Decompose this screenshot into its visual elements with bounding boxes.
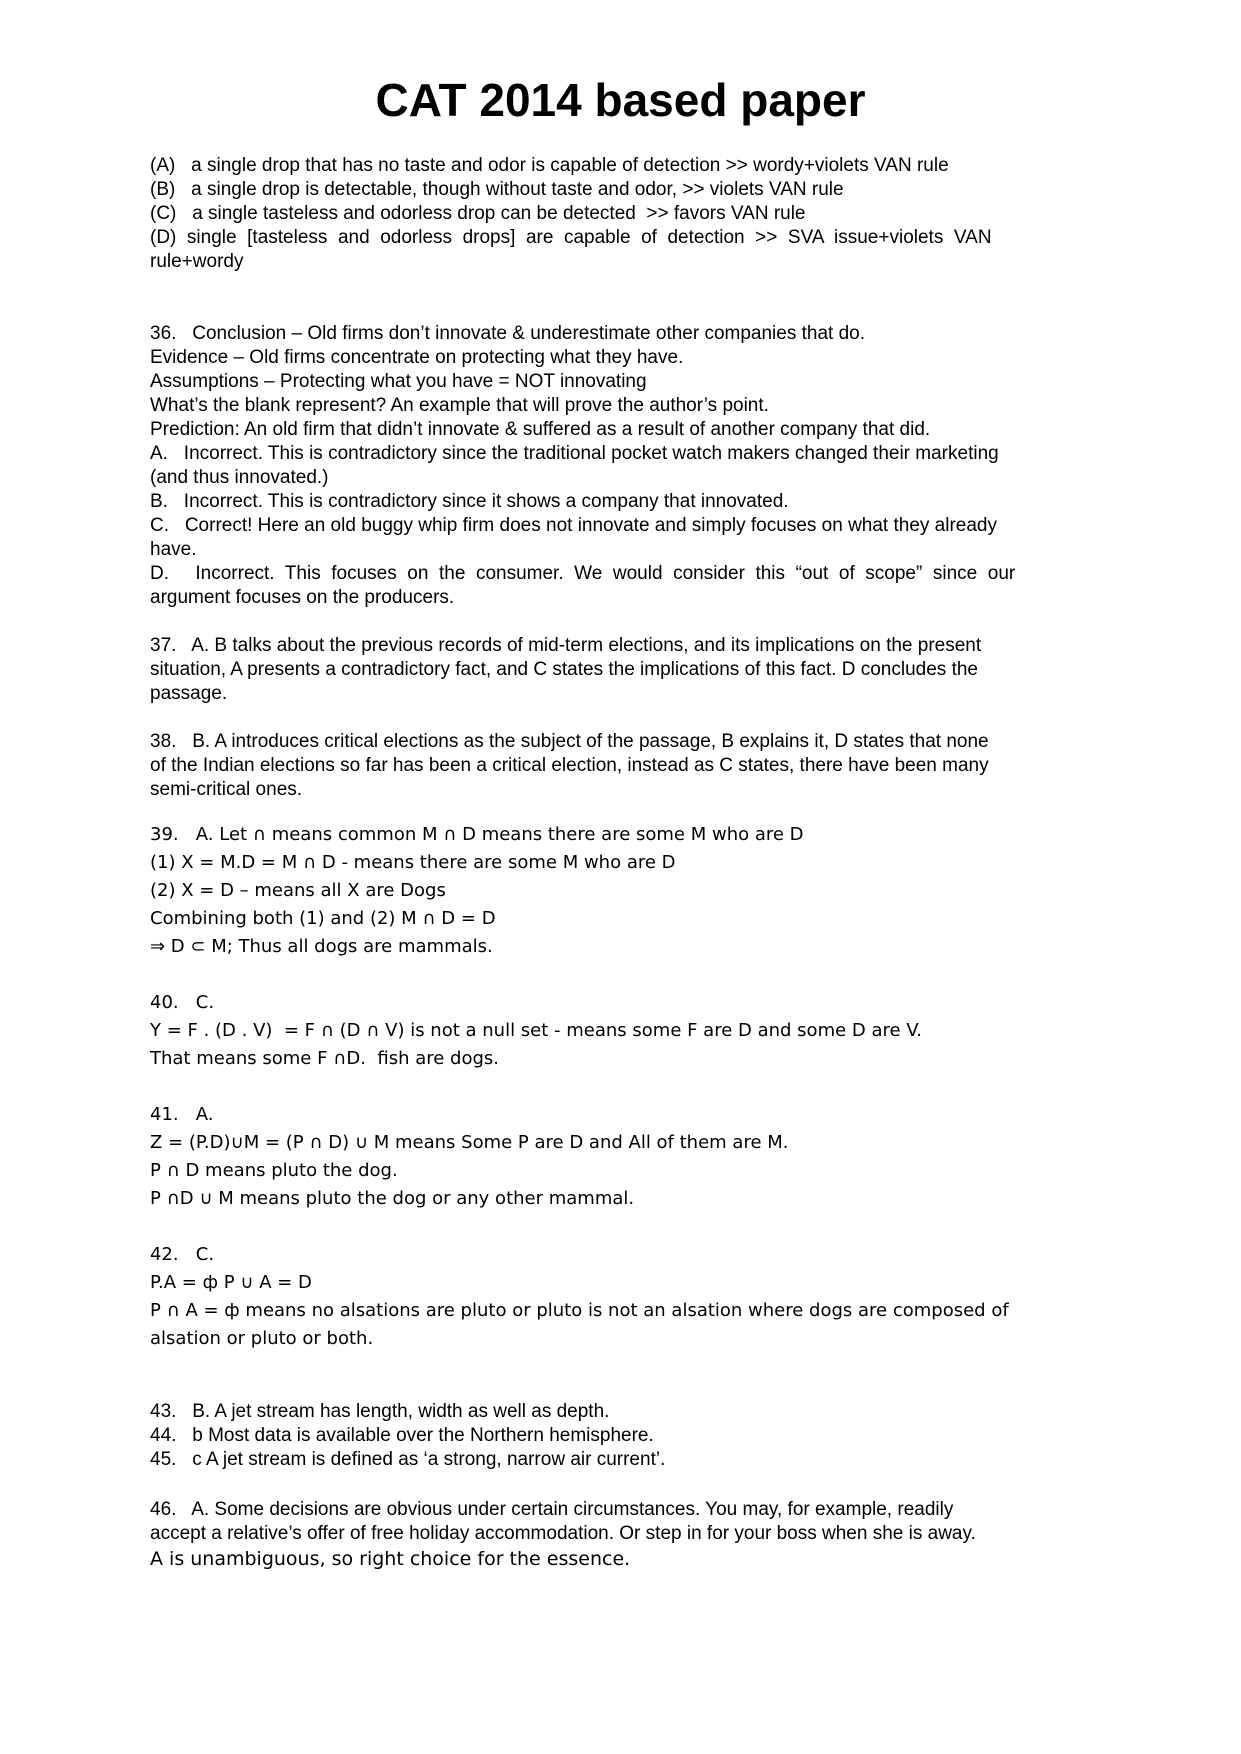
question-37 xyxy=(150,634,1090,706)
question-41 xyxy=(150,1101,1090,1213)
q41-line3: P ∩ D means pluto the dog. xyxy=(150,1160,398,1181)
q46-line3: A is unambiguous, so right choice for the essence. xyxy=(150,1548,631,1570)
q40-line3: That means some F ∩D. fish are dogs. xyxy=(150,1048,499,1069)
questions-43-45 xyxy=(150,1400,1090,1472)
q40-line2: Y = F . (D . V) = F ∩ (D ∩ V) is not a null set - means some F are D and some D are V. xyxy=(150,1020,923,1041)
q38-line2: of the Indian elections so far has been a critical election, instead as C states, there have been many xyxy=(150,755,989,776)
q39-line4: Combining both (1) and (2) M ∩ D = D xyxy=(150,908,496,929)
q39-line2: (1) X = M.D = M ∩ D - means there are some M who are D xyxy=(150,852,676,873)
q41-line1: 41. A. xyxy=(150,1104,214,1125)
option-c: (C) a single tasteless and odorless drop can be detected >> favors VAN rule xyxy=(150,203,806,224)
q36-answer-a-line1: A. Incorrect. This is contradictory since the traditional pocket watch makers changed their marketing xyxy=(150,443,999,464)
q36-prediction: Prediction: An old firm that didn’t innovate & suffered as a result of another company that did. xyxy=(150,419,931,440)
q36-conclusion: 36. Conclusion – Old firms don’t innovate & underestimate other companies that do. xyxy=(150,323,866,344)
q45: 45. c A jet stream is defined as ‘a strong, narrow air current’. xyxy=(150,1449,666,1470)
q37-line2: situation, A presents a contradictory fact, and C states the implications of this fact. D concludes the xyxy=(150,659,978,680)
q37-line1: 37. A. B talks about the previous records of mid-term elections, and its implications on the present xyxy=(150,635,982,656)
q36-answer-a-line2: (and thus innovated.) xyxy=(150,467,329,488)
q36-answer-d-line2: argument focuses on the producers. xyxy=(150,587,455,608)
q36-blank: What’s the blank represent? An example that will prove the author’s point. xyxy=(150,395,769,416)
q41-line4: P ∩D ∪ M means pluto the dog or any other mammal. xyxy=(150,1188,635,1209)
q39-line3: (2) X = D – means all X are Dogs xyxy=(150,880,446,901)
q40-line1: 40. C. xyxy=(150,992,215,1013)
q36-answer-d-line1: D. Incorrect. This focuses on the consumer. We would consider this “out of scope” since our xyxy=(150,563,1016,584)
q38-line1: 38. B. A introduces critical elections as the subject of the passage, B explains it, D states that none xyxy=(150,731,989,752)
q36-assumptions: Assumptions – Protecting what you have = NOT innovating xyxy=(150,371,647,392)
option-d-line2: rule+wordy xyxy=(150,251,244,272)
q39-line5: ⇒ D ⊂ M; Thus all dogs are mammals. xyxy=(150,936,493,957)
question-46 xyxy=(150,1498,1090,1572)
q43: 43. B. A jet stream has length, width as well as depth. xyxy=(150,1401,610,1422)
q42-line1: 42. C. xyxy=(150,1244,215,1265)
question-39 xyxy=(150,821,1090,961)
q36-answer-c-line2: have. xyxy=(150,539,197,560)
answer-options xyxy=(150,154,1090,274)
q46-line2: accept a relative’s offer of free holiday accommodation. Or step in for your boss when she is away. xyxy=(150,1523,976,1544)
question-38 xyxy=(150,730,1090,802)
q39-line1: 39. A. Let ∩ means common M ∩ D means there are some M who are D xyxy=(150,824,804,845)
q42-line3: P ∩ A = ф means no alsations are pluto or pluto is not an alsation where dogs are composed of xyxy=(150,1300,1009,1321)
option-b: (B) a single drop is detectable, though without taste and odor, >> violets VAN rule xyxy=(150,179,844,200)
q41-line2: Z = (P.D)∪M = (P ∩ D) ∪ M means Some P are D and All of them are M. xyxy=(150,1132,789,1153)
question-42 xyxy=(150,1241,1090,1353)
question-40 xyxy=(150,989,1090,1073)
option-a: (A) a single drop that has no taste and odor is capable of detection >> wordy+violets VAN rule xyxy=(150,155,949,176)
q36-answer-c-line1: C. Correct! Here an old buggy whip firm does not innovate and simply focuses on what they already xyxy=(150,515,997,536)
q44: 44. b Most data is available over the Northern hemisphere. xyxy=(150,1425,654,1446)
question-36 xyxy=(150,322,1090,610)
q42-line2: P.A = ф P ∪ A = D xyxy=(150,1272,312,1293)
q37-line3: passage. xyxy=(150,683,228,704)
q36-answer-b: B. Incorrect. This is contradictory since it shows a company that innovated. xyxy=(150,491,789,512)
option-d-line1: (D) single [tasteless and odorless drops] are capable of detection >> SVA issue+violets VAN xyxy=(150,227,992,248)
q36-evidence: Evidence – Old firms concentrate on protecting what they have. xyxy=(150,347,684,368)
page-title: CAT 2014 based paper xyxy=(375,74,866,126)
q42-line4: alsation or pluto or both. xyxy=(150,1328,374,1349)
q38-line3: semi-critical ones. xyxy=(150,779,303,800)
q46-line1: 46. A. Some decisions are obvious under certain circumstances. You may, for example, readily xyxy=(150,1499,954,1520)
